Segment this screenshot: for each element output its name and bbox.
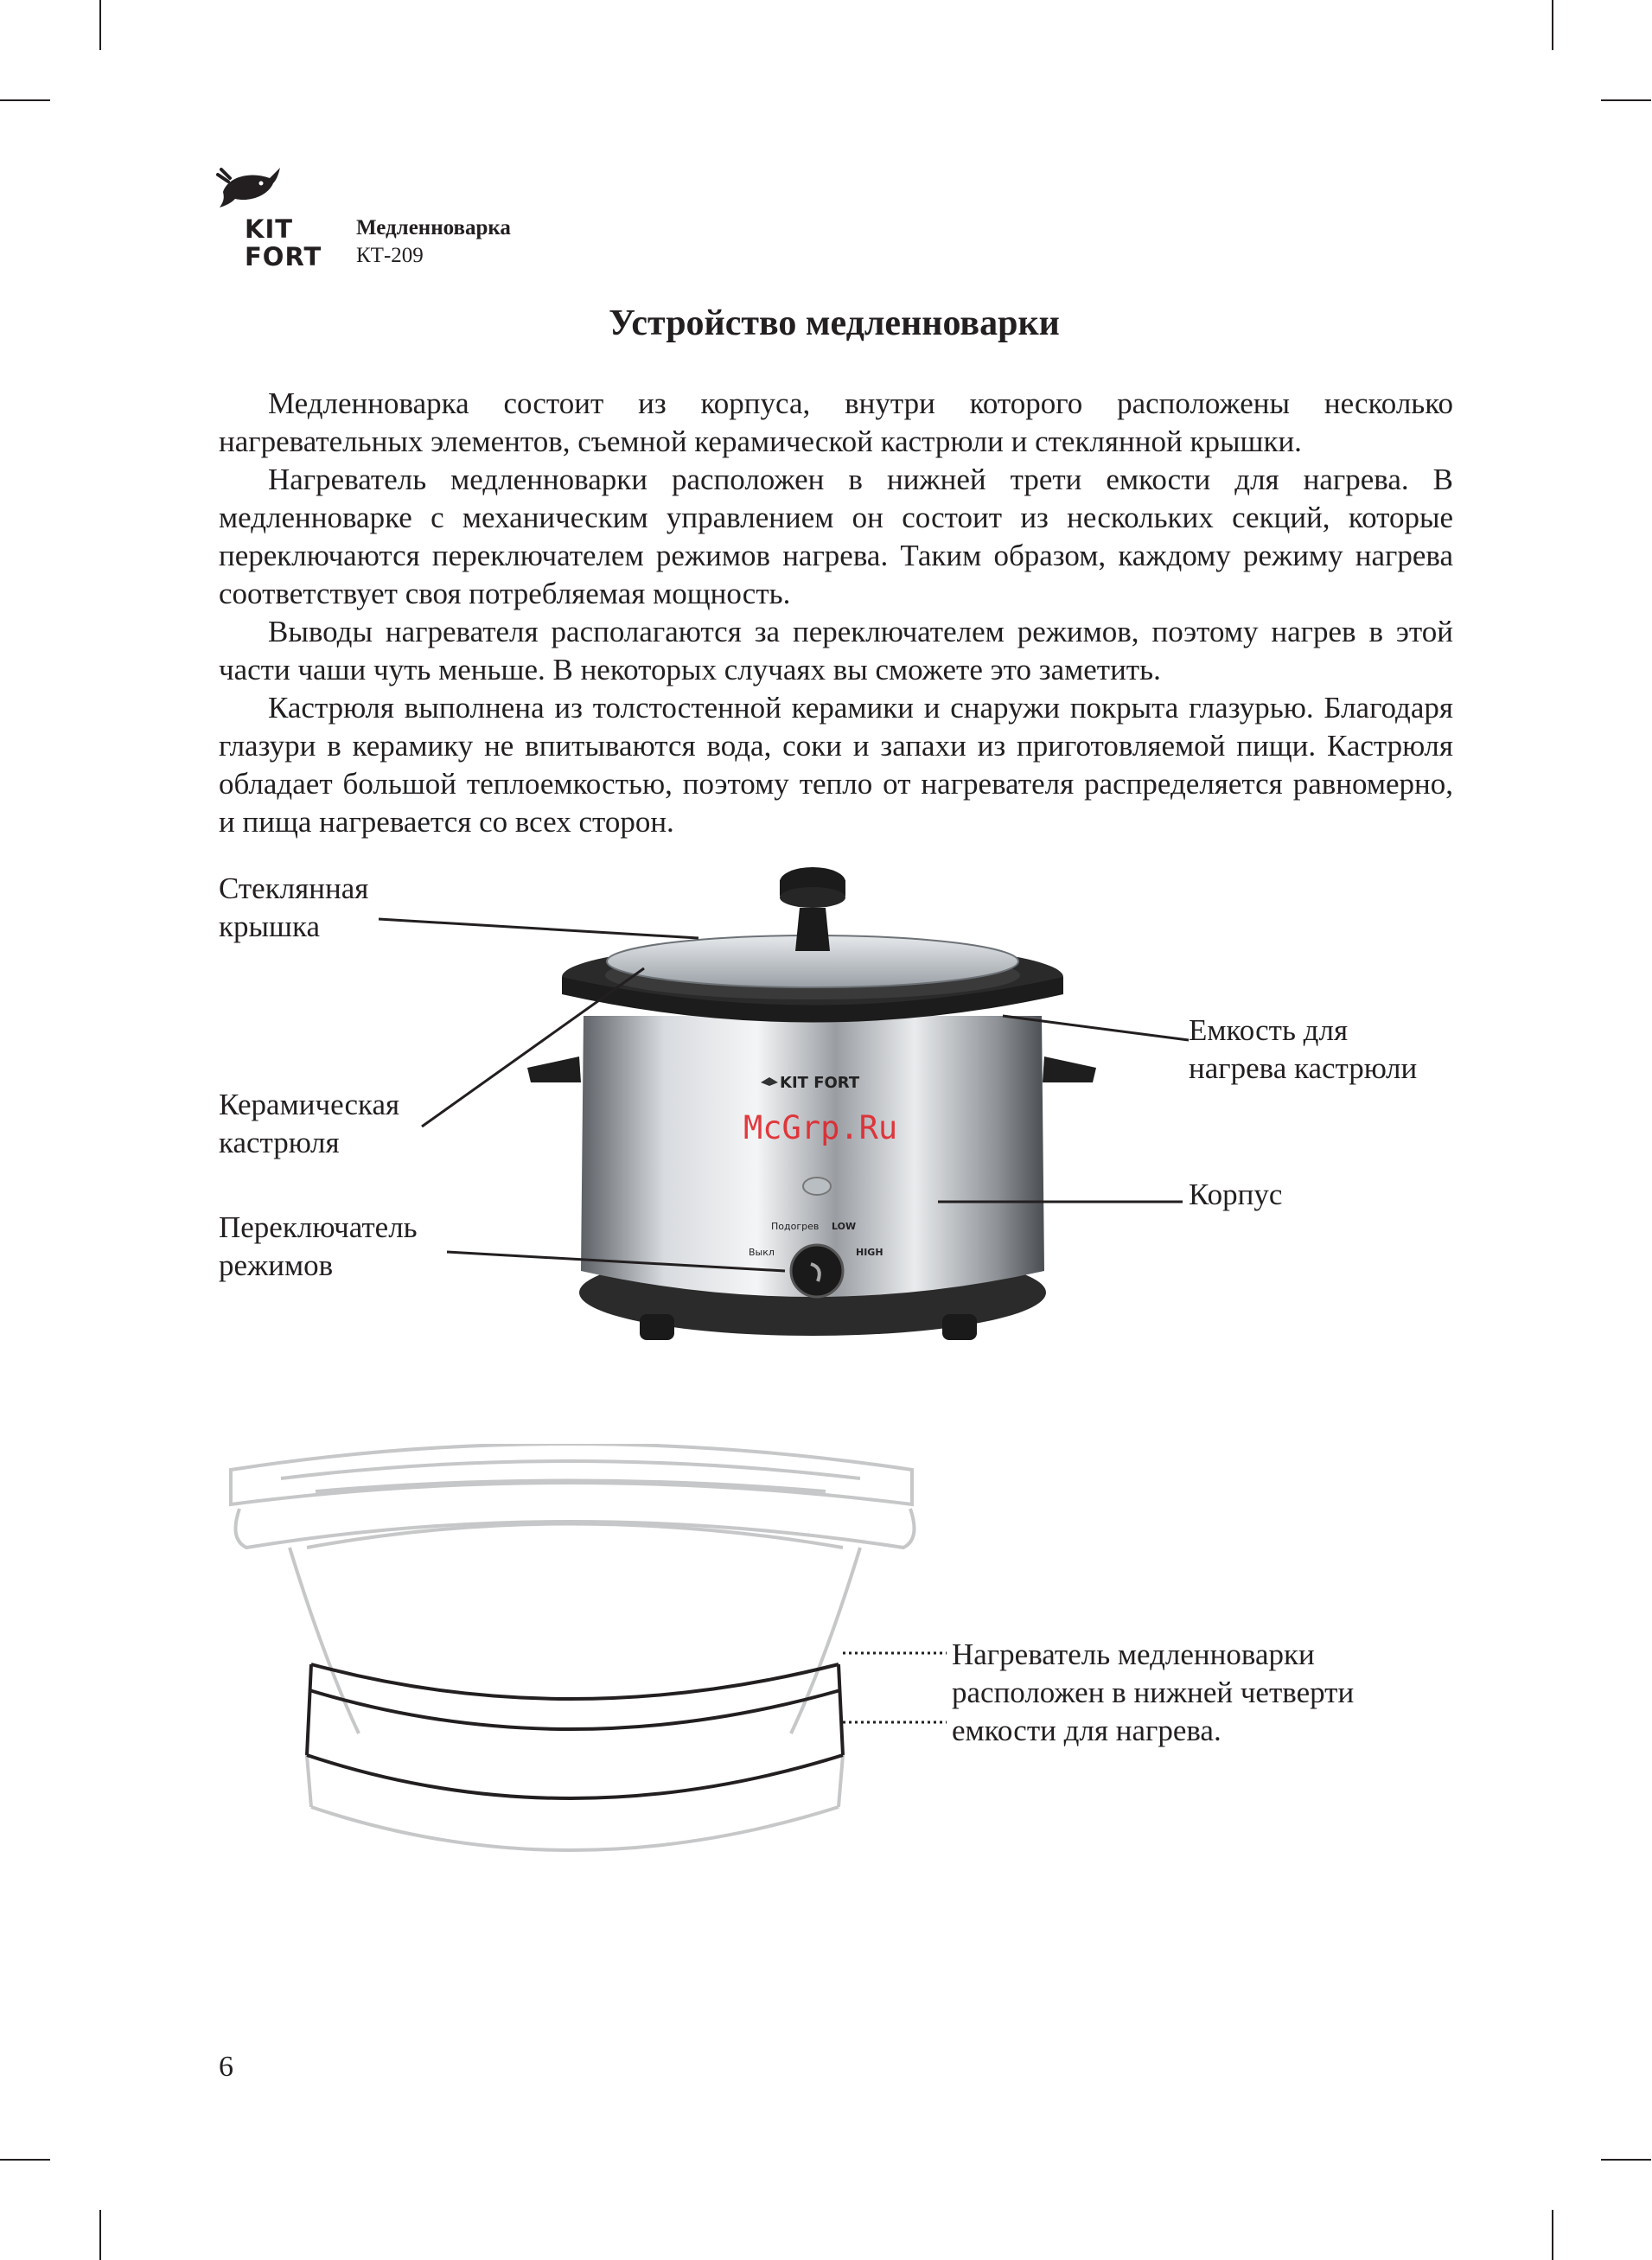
section-title: Устройство медленноварки [609, 303, 1060, 343]
label-mode-switch: Переключатель режимов [219, 1210, 418, 1282]
mode-label-low: LOW [832, 1221, 857, 1232]
page-number: 6 [219, 2051, 233, 2083]
mode-label-warm: Подогрев [771, 1221, 820, 1232]
watermark: McGrp.Ru [743, 1109, 898, 1146]
paragraph: Выводы нагревателя располагаются за переключателем режимов, поэтому нагрев в этой части чаши чуть меньше. В некоторых случаях вы сможете это заметить. [219, 615, 1453, 686]
heater-note: Нагреватель медленноварки расположен в нижней четверти емкости для нагрева. [952, 1638, 1355, 1747]
label-glass-lid: Стеклянная крышка [219, 871, 369, 943]
header-product-title: Медленноварка [356, 216, 511, 239]
paragraph: Кастрюля выполнена из толстостенной керамики и снаружи покрыта глазурью. Благодаря глазури в керамику не впитываются вода, соки и запахи из приготовляемой пищи. Кастрюля обладает большой теплоемкостью, поэтому тепло от нагревателя распределяется равномерно, и пища нагревается со всех сторон. [219, 691, 1453, 839]
appliance-brand-label: KIT FORT [780, 1074, 860, 1092]
header-model: КТ-209 [356, 244, 424, 267]
brand-logo-line2: FORT [245, 242, 322, 271]
mode-label-off: Выкл [749, 1247, 775, 1258]
mode-label-high: HIGH [856, 1247, 883, 1258]
label-heating-container: Емкость для нагрева кастрюли [1189, 1013, 1418, 1085]
label-ceramic-pot: Керамическая кастрюля [219, 1088, 400, 1159]
paragraph: Нагреватель медленноварки расположен в нижней трети емкости для нагрева. В медленноварке с механическим управлением он состоит из нескольких секций, которые переключаются переключателем режимов нагрева. Таким образом, каждому режиму нагрева соответствует своя потребляемая мощность. [219, 463, 1453, 610]
label-body: Корпус [1189, 1178, 1283, 1211]
paragraph: Медленноварка состоит из корпуса, внутри которого расположены несколько нагревательных элементов, съемной керамической кастрюли и стеклянной крышки. [219, 386, 1453, 458]
brand-logo-line1: KIT [245, 214, 294, 244]
